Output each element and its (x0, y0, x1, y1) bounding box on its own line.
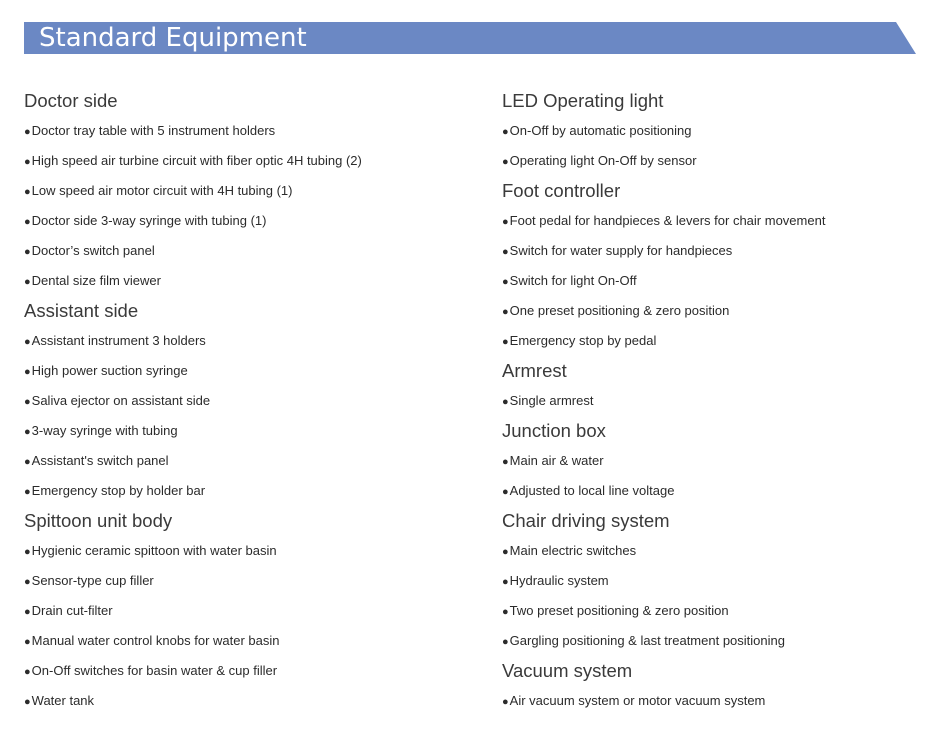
right-column (502, 86, 922, 716)
list-item (502, 686, 922, 716)
section-heading: Foot controller (502, 180, 621, 201)
list-item-text: Assistant's switch panel (31, 453, 169, 468)
section-heading: LED Operating light (502, 90, 664, 111)
bullet-icon: ● (502, 336, 509, 348)
bullet-icon: ● (24, 696, 31, 708)
bullet-icon: ● (502, 126, 509, 138)
list-item-text: Drain cut-filter (31, 603, 113, 618)
list-item (502, 236, 922, 266)
bullet-icon: ● (24, 396, 31, 408)
list-item-text: Dental size film viewer (31, 273, 161, 288)
list-item (502, 326, 922, 356)
list-item (24, 686, 474, 716)
list-item (24, 266, 474, 296)
list-item-text: 3-way syringe with tubing (31, 423, 178, 438)
list-item-text: Doctor’s switch panel (31, 243, 155, 258)
list-item-text: Water tank (31, 693, 95, 708)
list-item-text: Switch for light On-Off (509, 273, 637, 288)
bullet-icon: ● (24, 366, 31, 378)
list-item (24, 626, 474, 656)
list-item-text: Two preset positioning & zero position (509, 603, 729, 618)
bullet-icon: ● (24, 666, 31, 678)
list-item (24, 386, 474, 416)
section-heading: Assistant side (24, 300, 139, 321)
bullet-icon: ● (24, 156, 31, 168)
bullet-icon: ● (502, 546, 509, 558)
page-title: Standard Equipment (39, 23, 307, 53)
list-item-text: Sensor-type cup filler (31, 573, 154, 588)
bullet-icon: ● (24, 276, 31, 288)
bullet-icon: ● (24, 456, 31, 468)
list-item (24, 326, 474, 356)
bullet-icon: ● (502, 696, 509, 708)
list-item-text: Doctor tray table with 5 instrument holders (31, 123, 276, 138)
bullet-icon: ● (24, 636, 31, 648)
list-item (502, 386, 922, 416)
bullet-icon: ● (24, 186, 31, 198)
section-heading: Spittoon unit body (24, 510, 173, 531)
section-heading: Chair driving system (502, 510, 670, 531)
list-item (24, 566, 474, 596)
bullet-icon: ● (24, 216, 31, 228)
section (24, 296, 474, 506)
list-item (24, 146, 474, 176)
list-item-text: High power suction syringe (31, 363, 188, 378)
bullet-icon: ● (502, 246, 509, 258)
bullet-icon: ● (502, 486, 509, 498)
list-item-text: Main electric switches (509, 543, 637, 558)
list-item-text: Operating light On-Off by sensor (509, 153, 697, 168)
bullet-icon: ● (502, 156, 509, 168)
list-item (502, 116, 922, 146)
list-item (502, 146, 922, 176)
list-item (502, 476, 922, 506)
list-item-text: Assistant instrument 3 holders (31, 333, 206, 348)
list-item-text: Low speed air motor circuit with 4H tubing (1) (31, 183, 293, 198)
list-item-text: Hydraulic system (509, 573, 609, 588)
section-heading: Vacuum system (502, 660, 633, 681)
section (502, 506, 922, 656)
bullet-icon: ● (502, 216, 509, 228)
list-item-text: Adjusted to local line voltage (509, 483, 675, 498)
bullet-icon: ● (24, 126, 31, 138)
list-item-text: Doctor side 3-way syringe with tubing (1) (31, 213, 267, 228)
list-item (502, 446, 922, 476)
list-item (24, 356, 474, 386)
section (24, 506, 474, 716)
section-heading: Junction box (502, 420, 606, 441)
list-item (24, 536, 474, 566)
list-item-text: Emergency stop by holder bar (31, 483, 206, 498)
list-item-text: Saliva ejector on assistant side (31, 393, 211, 408)
section (502, 656, 922, 716)
bullet-icon: ● (24, 486, 31, 498)
list-item (24, 476, 474, 506)
list-item (24, 656, 474, 686)
list-item-text: On-Off by automatic positioning (509, 123, 692, 138)
section-heading: Doctor side (24, 90, 118, 111)
list-item-text: Air vacuum system or motor vacuum system (509, 693, 766, 708)
list-item-text: Emergency stop by pedal (509, 333, 657, 348)
left-column (24, 86, 474, 716)
bullet-icon: ● (502, 636, 509, 648)
bullet-icon: ● (24, 246, 31, 258)
list-item (24, 446, 474, 476)
section (502, 86, 922, 176)
list-item-text: Foot pedal for handpieces & levers for chair movement (509, 213, 826, 228)
bullet-icon: ● (24, 576, 31, 588)
header-banner (24, 22, 916, 54)
list-item-text: One preset positioning & zero position (509, 303, 730, 318)
section (502, 416, 922, 506)
bullet-icon: ● (502, 396, 509, 408)
list-item-text: Single armrest (509, 393, 594, 408)
list-item (502, 296, 922, 326)
list-item (502, 206, 922, 236)
list-item (502, 266, 922, 296)
bullet-icon: ● (502, 306, 509, 318)
list-item-text: Main air & water (509, 453, 604, 468)
bullet-icon: ● (502, 576, 509, 588)
section (502, 356, 922, 416)
bullet-icon: ● (24, 546, 31, 558)
bullet-icon: ● (24, 426, 31, 438)
bullet-icon: ● (502, 276, 509, 288)
list-item (24, 116, 474, 146)
section (24, 86, 474, 296)
section (502, 176, 922, 356)
bullet-icon: ● (502, 456, 509, 468)
list-item-text: High speed air turbine circuit with fiber optic 4H tubing (2) (31, 153, 362, 168)
list-item (24, 236, 474, 266)
list-item (502, 536, 922, 566)
list-item (24, 206, 474, 236)
bullet-icon: ● (502, 606, 509, 618)
list-item (502, 626, 922, 656)
list-item-text: On-Off switches for basin water & cup filler (31, 663, 278, 678)
list-item (24, 416, 474, 446)
list-item-text: Manual water control knobs for water basin (31, 633, 280, 648)
bullet-icon: ● (24, 336, 31, 348)
list-item-text: Hygienic ceramic spittoon with water basin (31, 543, 277, 558)
list-item (502, 566, 922, 596)
list-item (24, 596, 474, 626)
list-item-text: Gargling positioning & last treatment positioning (509, 633, 785, 648)
section-heading: Armrest (502, 360, 567, 381)
list-item (24, 176, 474, 206)
list-item (502, 596, 922, 626)
bullet-icon: ● (24, 606, 31, 618)
list-item-text: Switch for water supply for handpieces (509, 243, 733, 258)
